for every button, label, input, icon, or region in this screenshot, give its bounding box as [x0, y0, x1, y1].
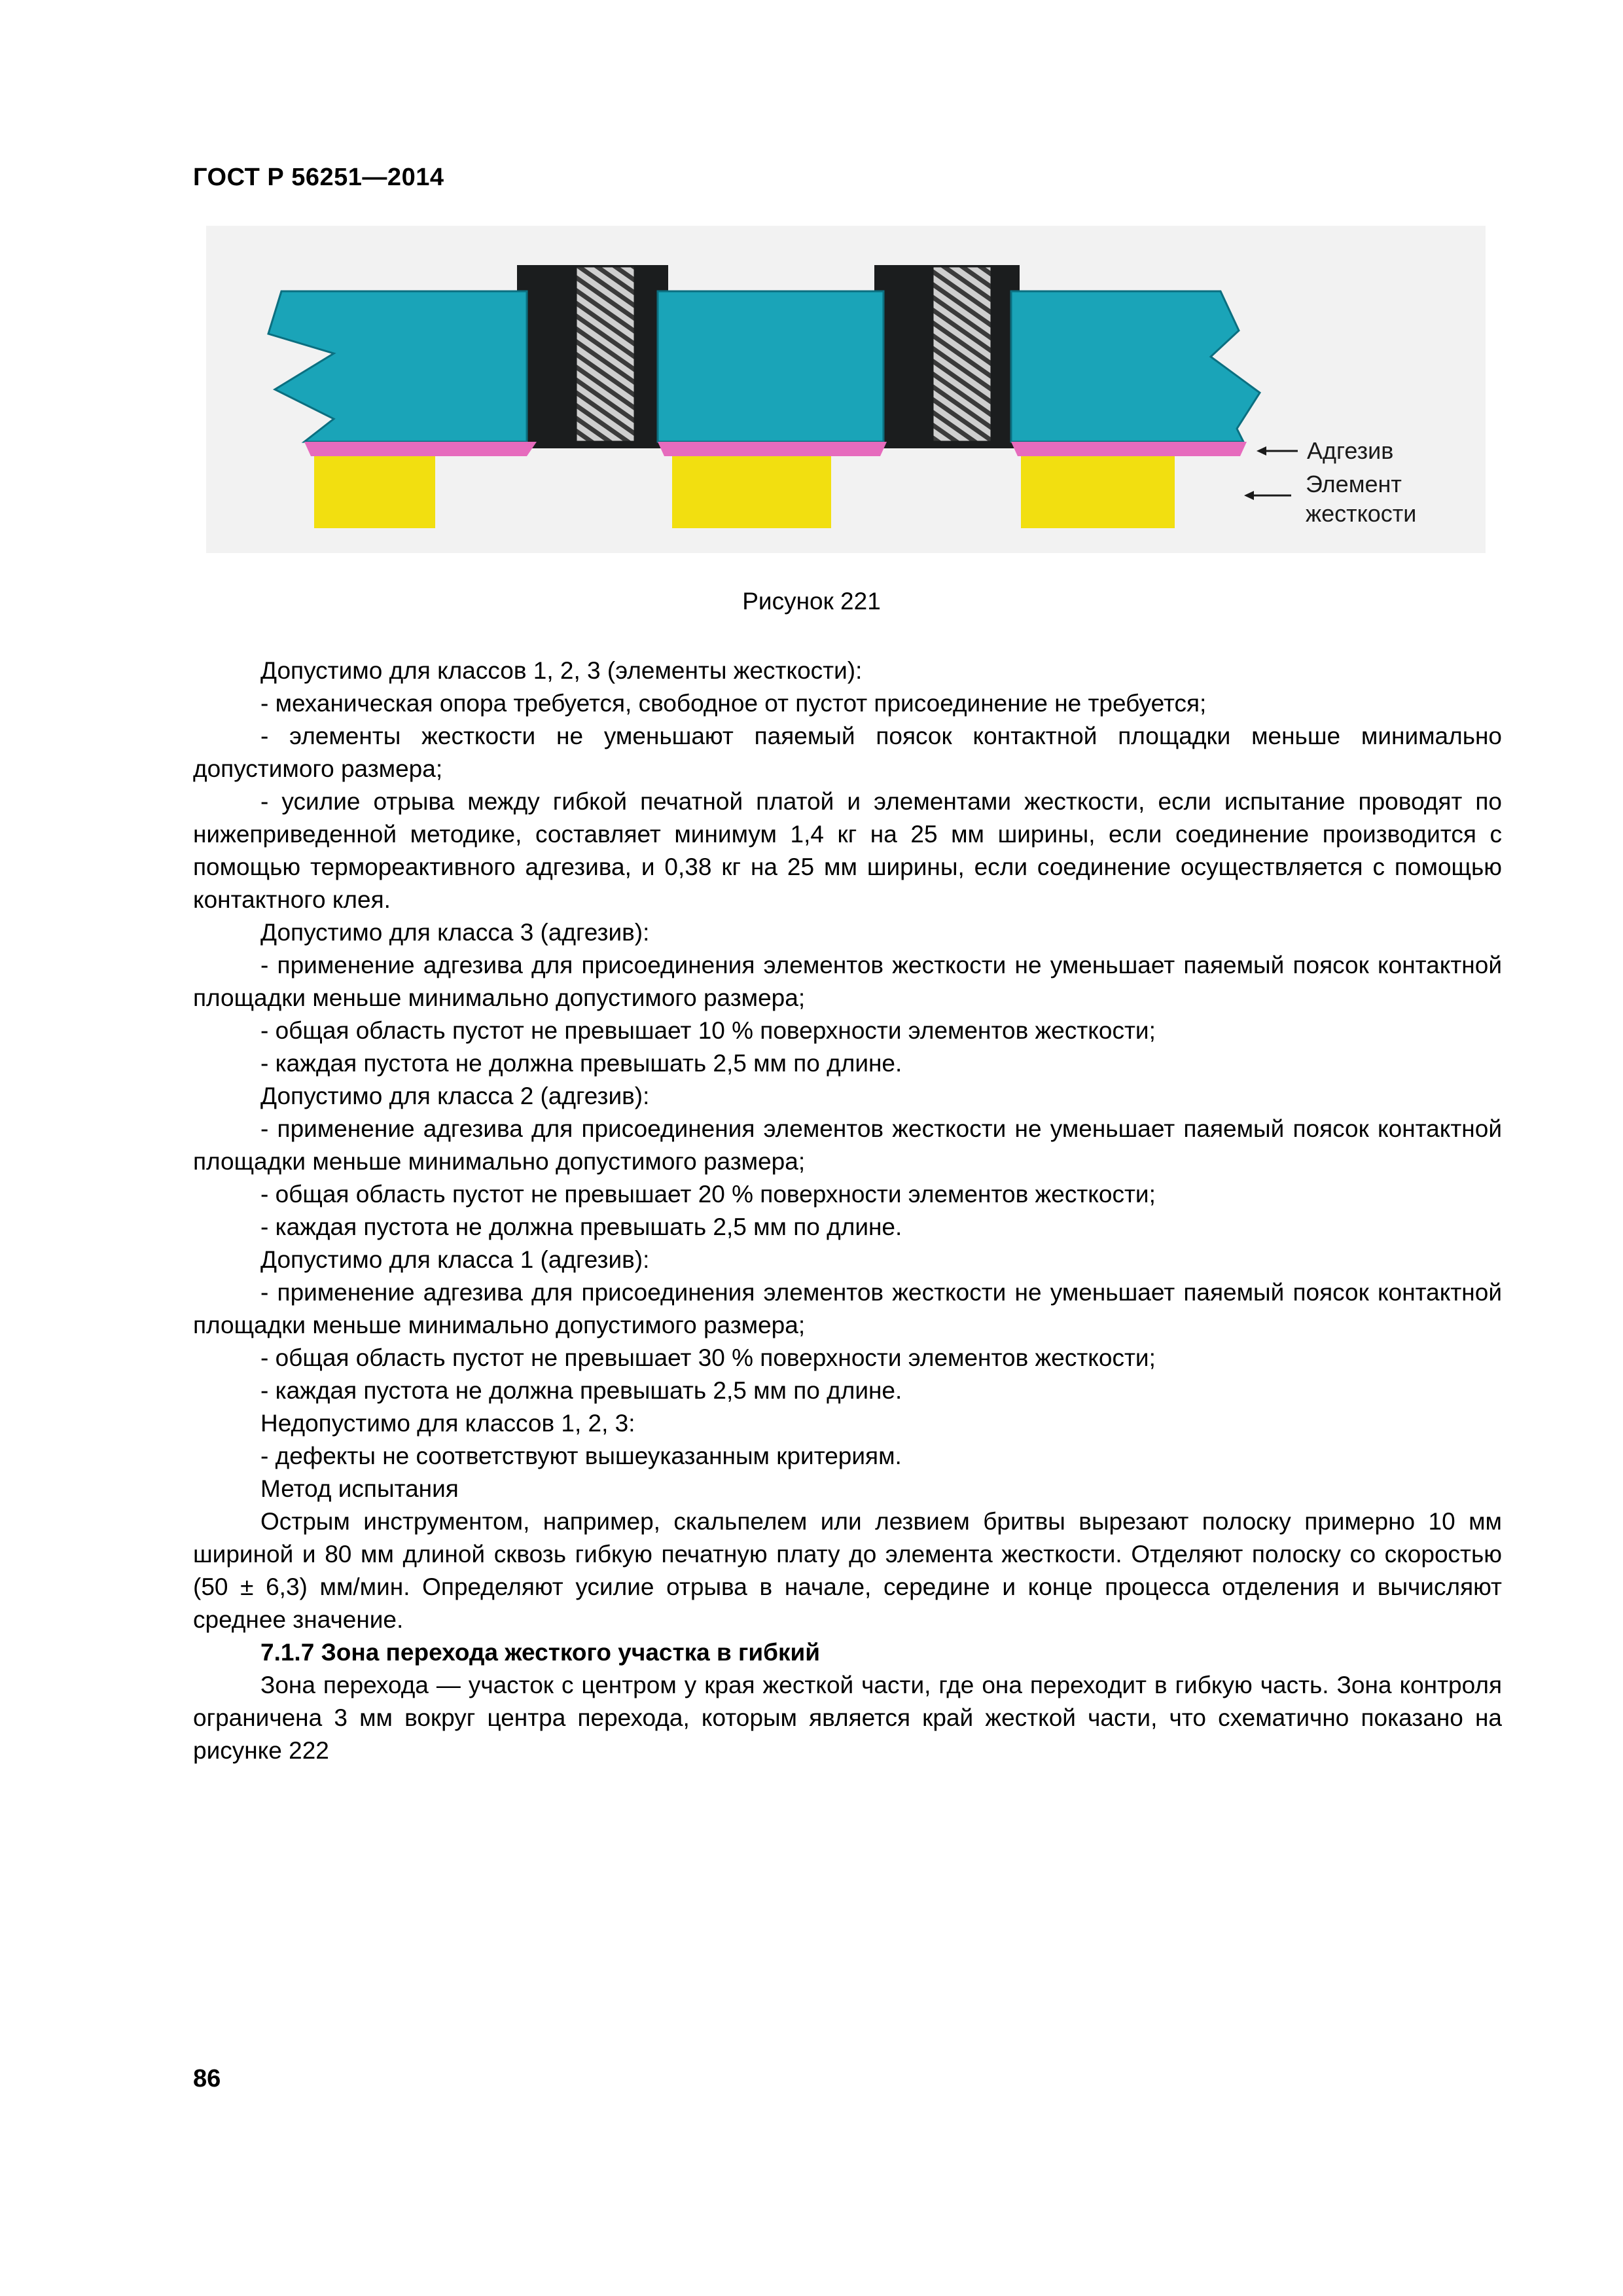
label-stiffener-line1: Элемент — [1306, 471, 1402, 497]
label-adhesive: Адгезив — [1307, 437, 1394, 464]
figure-221 — [206, 226, 1486, 553]
flex-board-stiffener-diagram — [206, 226, 1486, 553]
document-header: ГОСТ Р 56251—2014 — [193, 164, 444, 191]
paragraph: - дефекты не соответствуют вышеуказанным критериям. — [260, 1443, 902, 1469]
adhesive-layer-middle — [658, 442, 887, 456]
stiffener-right — [1021, 456, 1175, 528]
paragraph: - усилие отрыва между гибкой печатной платой и элементами жесткости, если испытание проводят по нижеприведенной методике, составляет минимум 1,4 кг на 25 мм ширины, если соединение производится с помощью термореактивного адгезива, и 0,38 кг на 25 мм ширины, если соединение осуществляется с помощью контактного клея. — [193, 788, 1502, 913]
paragraph: - каждая пустота не должна превышать 2,5 мм по длине. — [260, 1213, 902, 1240]
via-barrel-right — [933, 266, 991, 442]
adhesive-layer-left — [304, 442, 537, 456]
label-stiffener-line2: жесткости — [1306, 500, 1417, 527]
paragraph: - механическая опора требуется, свободное от пустот присоединение не требуется; — [260, 690, 1207, 717]
page-number: 86 — [193, 2065, 221, 2092]
paragraph: - элементы жесткости не уменьшают паяемый поясок контактной площадки меньше минимально допустимого размера; — [193, 723, 1502, 782]
paragraph: - применение адгезива для присоединения элементов жесткости не уменьшает паяемый поясок контактной площадки меньше минимально допустимого размера; — [193, 952, 1502, 1011]
stiffener-left — [314, 456, 435, 528]
via-barrel-left — [576, 266, 635, 442]
board-segment-middle — [658, 291, 883, 442]
paragraph: Допустимо для классов 1, 2, 3 (элементы жесткости): — [260, 657, 863, 684]
paragraph: Допустимо для класса 1 (адгезив): — [260, 1246, 650, 1273]
stiffener-middle — [672, 456, 831, 528]
paragraph: - каждая пустота не должна превышать 2,5 мм по длине. — [260, 1377, 902, 1404]
paragraph: - применение адгезива для присоединения элементов жесткости не уменьшает паяемый поясок контактной площадки меньше минимально допустимого размера; — [193, 1279, 1502, 1338]
body-text — [193, 655, 1502, 1767]
paragraph: Недопустимо для классов 1, 2, 3: — [260, 1410, 635, 1437]
paragraph: - общая область пустот не превышает 30 % поверхности элементов жесткости; — [260, 1344, 1156, 1371]
paragraph: Зона перехода — участок с центром у края жесткой части, где она переходит в гибкую часть. Зона контроля ограничена 3 мм вокруг центра перехода, которым является край жесткой части, что схематично показано на рисунке 222 — [193, 1672, 1502, 1764]
paragraph: - общая область пустот не превышает 10 % поверхности элементов жесткости; — [260, 1017, 1156, 1044]
paragraph: - каждая пустота не должна превышать 2,5 мм по длине. — [260, 1050, 902, 1077]
section-heading: 7.1.7 Зона перехода жесткого участка в гибкий — [260, 1639, 821, 1666]
paragraph: Допустимо для класса 3 (адгезив): — [260, 919, 650, 946]
figure-caption: Рисунок 221 — [742, 588, 881, 615]
paragraph: - применение адгезива для присоединения элементов жесткости не уменьшает паяемый поясок контактной площадки меньше минимально допустимого размера; — [193, 1115, 1502, 1175]
paragraph: Метод испытания — [260, 1475, 459, 1502]
paragraph: Острым инструментом, например, скальпелем или лезвием бритвы вырезают полоску примерно 10 мм шириной и 80 мм длиной сквозь гибкую печатную плату до элемента жесткости. Отделяют полоску со скоростью (50 ± 6,3) мм/мин. Определяют усилие отрыва в начале, середине и конце процесса отделения и вычисляют среднее значение. — [193, 1508, 1502, 1633]
paragraph: - общая область пустот не превышает 20 % поверхности элементов жесткости; — [260, 1181, 1156, 1208]
paragraph: Допустимо для класса 2 (адгезив): — [260, 1083, 650, 1109]
adhesive-layer-right — [1011, 442, 1247, 456]
board-segment-right — [1011, 291, 1260, 442]
